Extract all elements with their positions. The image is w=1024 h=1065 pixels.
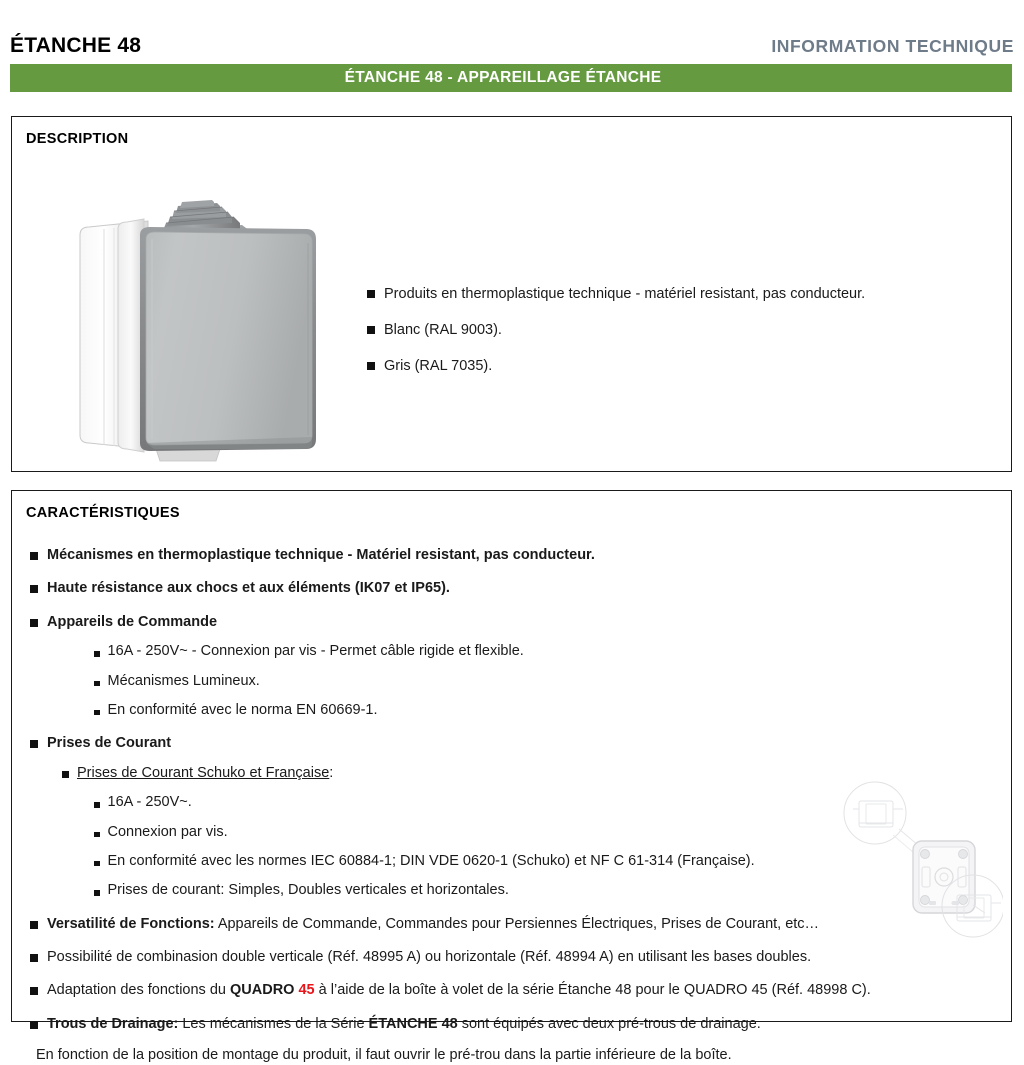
square-bullet-icon <box>30 619 38 627</box>
feature-item-level-3 <box>94 794 1011 811</box>
feature-item-text: Adaptation des fonctions du QUADRO 45 à l’aide de la boîte à volet de la série Étanche 48 pour le QUADRO 45 (Réf. 48998 C). <box>47 982 871 999</box>
square-bullet-icon <box>30 552 38 560</box>
feature-item-text: 16A - 250V~ - Connexion par vis - Permet câble rigide et flexible. <box>107 643 524 660</box>
feature-item-level-3 <box>94 643 1011 660</box>
square-bullet-icon <box>94 890 100 896</box>
description-heading: DESCRIPTION <box>26 131 129 147</box>
feature-item-text: Connexion par vis. <box>107 823 228 840</box>
description-panel <box>11 116 1012 472</box>
feature-item-level-2 <box>62 765 1011 782</box>
product-illustration <box>74 187 336 477</box>
feature-item-level-1 <box>30 982 1011 999</box>
feature-item-text: En conformité avec le norma EN 60669-1. <box>107 701 378 718</box>
square-bullet-icon <box>94 861 100 867</box>
description-bullet-text: Gris (RAL 7035). <box>384 358 493 375</box>
feature-item-text: Trous de Drainage: Les mécanismes de la Série ÉTANCHE 48 sont équipés avec deux pré-trous de drainage. <box>47 1015 761 1032</box>
feature-item-text: Mécanismes Lumineux. <box>107 672 260 689</box>
feature-item-text: Prises de Courant <box>47 735 172 752</box>
square-bullet-icon <box>94 832 100 838</box>
features-list <box>12 521 1011 1033</box>
feature-item-text: Mécanismes en thermoplastique technique - Matériel resistant, pas conducteur. <box>47 547 595 563</box>
switch-rocker-face <box>146 232 312 445</box>
feature-item-level-1 <box>30 949 1011 966</box>
feature-item-text: Prises de Courant Schuko et Française: <box>77 764 334 781</box>
feature-item-level-3 <box>94 673 1011 690</box>
feature-item-level-1 <box>30 614 1011 631</box>
square-bullet-icon <box>30 585 38 593</box>
square-bullet-icon <box>94 681 100 687</box>
feature-item-level-1 <box>30 735 1011 752</box>
description-bullet-list <box>367 285 967 375</box>
description-bullet-text: Blanc (RAL 9003). <box>384 322 502 339</box>
feature-item-text: En conformité avec les normes IEC 60884-1; DIN VDE 0620-1 (Schuko) et NF C 61-314 (Française). <box>107 852 755 869</box>
feature-item-level-1 <box>30 547 1011 564</box>
feature-item-text: Haute résistance aux chocs et aux éléments (IK07 et IP65). <box>47 580 450 597</box>
feature-item-level-3 <box>94 702 1011 719</box>
feature-item-level-1 <box>30 1016 1011 1033</box>
product-image <box>74 187 336 477</box>
features-panel <box>11 490 1012 1064</box>
page-header <box>0 0 1024 62</box>
description-bullet-item <box>367 321 967 339</box>
square-bullet-icon <box>367 290 375 298</box>
section-banner <box>10 64 1012 92</box>
features-heading: CARACTÉRISTIQUES <box>26 505 180 521</box>
square-bullet-icon <box>30 921 38 929</box>
square-bullet-icon <box>30 740 38 748</box>
feature-item-text: Versatilité de Fonctions: Appareils de Commande, Commandes pour Persiennes Électriques, Prises de Courant, etc… <box>47 915 820 932</box>
section-banner-label: ÉTANCHE 48 - APPAREILLAGE ÉTANCHE <box>344 69 662 86</box>
square-bullet-icon <box>94 802 100 808</box>
feature-item-level-3 <box>94 824 1011 841</box>
square-bullet-icon <box>367 326 375 334</box>
features-closing-note: En fonction de la position de montage du produit, il faut ouvrir le pré-trou dans la partie inférieure de la boîte. <box>36 1047 732 1064</box>
feature-item-level-3 <box>94 882 1011 899</box>
feature-item-text: Possibilité de combinasion double verticale (Réf. 48995 A) ou horizontale (Réf. 48994 A) en utilisant les bases doubles. <box>47 949 812 966</box>
feature-item-text: 16A - 250V~. <box>107 794 192 811</box>
square-bullet-icon <box>62 771 69 778</box>
feature-item-level-3 <box>94 853 1011 870</box>
feature-item-level-1 <box>30 580 1011 597</box>
description-bullet-item <box>367 357 967 375</box>
feature-item-text: Appareils de Commande <box>47 613 218 630</box>
feature-item-level-1 <box>30 916 1011 933</box>
description-body <box>12 147 1011 501</box>
description-bullet-text: Produits en thermoplastique technique - matériel resistant, pas conducteur. <box>384 286 866 302</box>
square-bullet-icon <box>367 362 375 370</box>
feature-item-text: Prises de courant: Simples, Doubles verticales et horizontales. <box>107 882 509 899</box>
square-bullet-icon <box>30 987 38 995</box>
description-bullet-item <box>367 285 967 303</box>
page-title: ÉTANCHE 48 <box>10 34 142 57</box>
document-type-label: INFORMATION TECHNIQUE <box>771 35 1014 56</box>
square-bullet-icon <box>94 710 100 716</box>
square-bullet-icon <box>30 1021 38 1029</box>
square-bullet-icon <box>94 651 100 657</box>
square-bullet-icon <box>30 954 38 962</box>
